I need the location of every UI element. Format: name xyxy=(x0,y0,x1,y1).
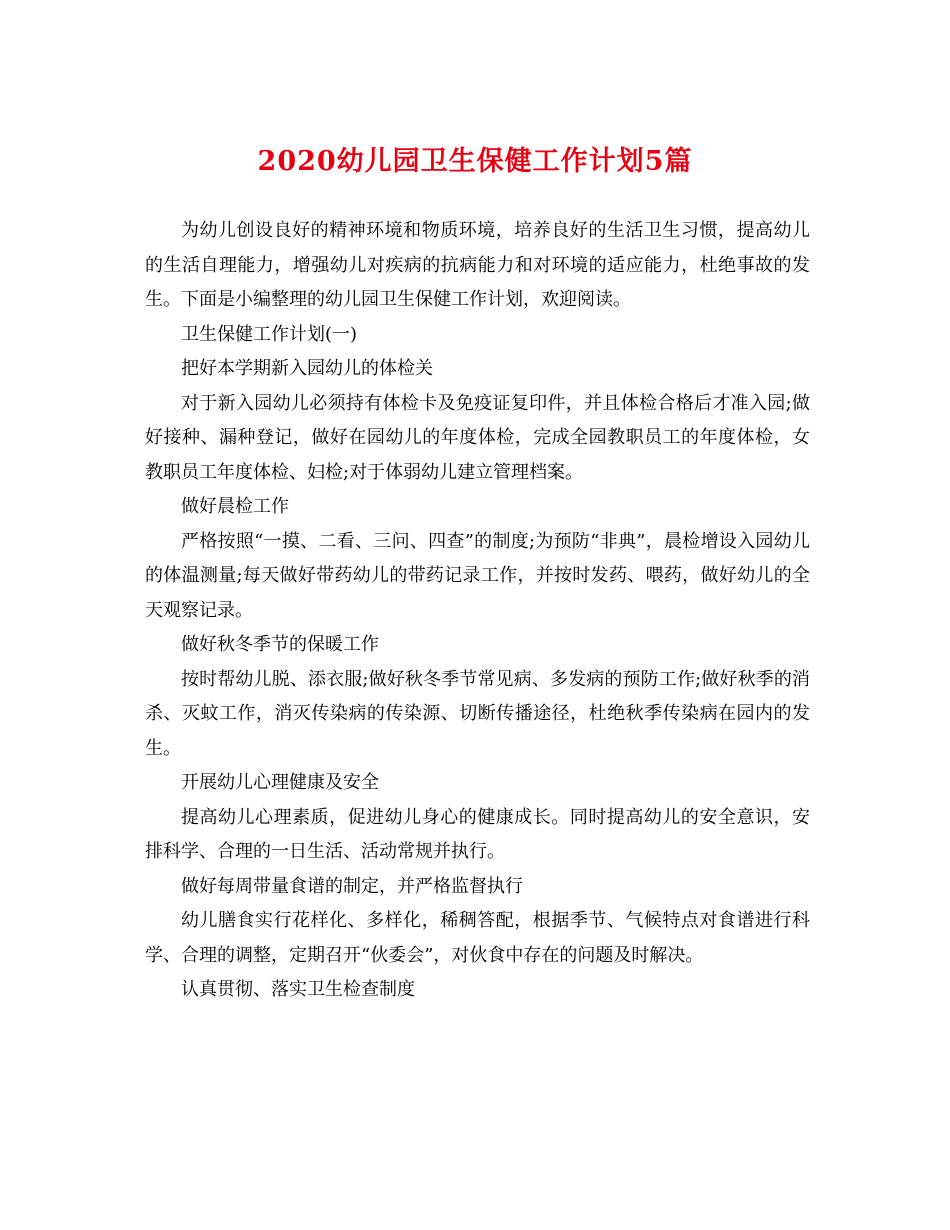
subheading-hygiene-inspection: 认真贯彻、落实卫生检查制度 xyxy=(181,979,415,1000)
paragraph-new-entrant-checkup: 对于新入园幼儿必须持有体检卡及免疫证复印件，并且体检合格后才准入园;做好接种、漏种登记，做好在园幼儿的年度体检，完成全园教职员工的年度体检，女教职员工年度体检、妇检;对于体弱幼儿建立管理档案。 xyxy=(145,392,810,483)
section-heading-plan-1: 卫生保健工作计划(一) xyxy=(181,323,358,345)
subheading-mental-health-safety: 开展幼儿心理健康及安全 xyxy=(181,772,379,793)
subheading-autumn-winter-warmth: 做好秋冬季节的保暖工作 xyxy=(181,634,379,655)
paragraph-morning-check: 严格按照“一摸、二看、三问、四查”的制度;为预防“非典”，晨检增设入园幼儿的体温测量;每天做好带药幼儿的带药记录工作，并按时发药、喂药，做好幼儿的全天观察记录。 xyxy=(145,530,810,621)
intro-paragraph: 为幼儿创设良好的精神环境和物质环境，培养良好的生活卫生习惯，提高幼儿的生活自理能力，增强幼儿对疾病的抗病能力和对环境的适应能力，杜绝事故的发生。下面是小编整理的幼儿园卫生保健工作计划，欢迎阅读。 xyxy=(145,220,810,310)
paragraph-autumn-winter-warmth: 按时帮幼儿脱、添衣服;做好秋冬季节常见病、多发病的预防工作;做好秋季的消杀、灭蚊工作，消灭传染病的传染源、切断传播途径，杜绝秋季传染病在园内的发生。 xyxy=(145,668,810,759)
paragraph-weekly-menu: 幼儿膳食实行花样化、多样化，稀稠答配，根据季节、气候特点对食谱进行科学、合理的调整，定期召开“伙委会”，对伙食中存在的问题及时解决。 xyxy=(145,910,810,966)
subheading-morning-check: 做好晨检工作 xyxy=(181,496,289,517)
document-body xyxy=(145,214,810,1008)
document-title: 2020幼儿园卫生保健工作计划5篇 xyxy=(257,146,693,177)
subheading-new-entrant-checkup: 把好本学期新入园幼儿的体检关 xyxy=(181,358,433,379)
paragraph-mental-health-safety: 提高幼儿心理素质，促进幼儿身心的健康成长。同时提高幼儿的安全意识，安排科学、合理的一日生活、活动常规并执行。 xyxy=(145,806,810,862)
subheading-weekly-menu: 做好每周带量食谱的制定，并严格监督执行 xyxy=(181,875,523,897)
